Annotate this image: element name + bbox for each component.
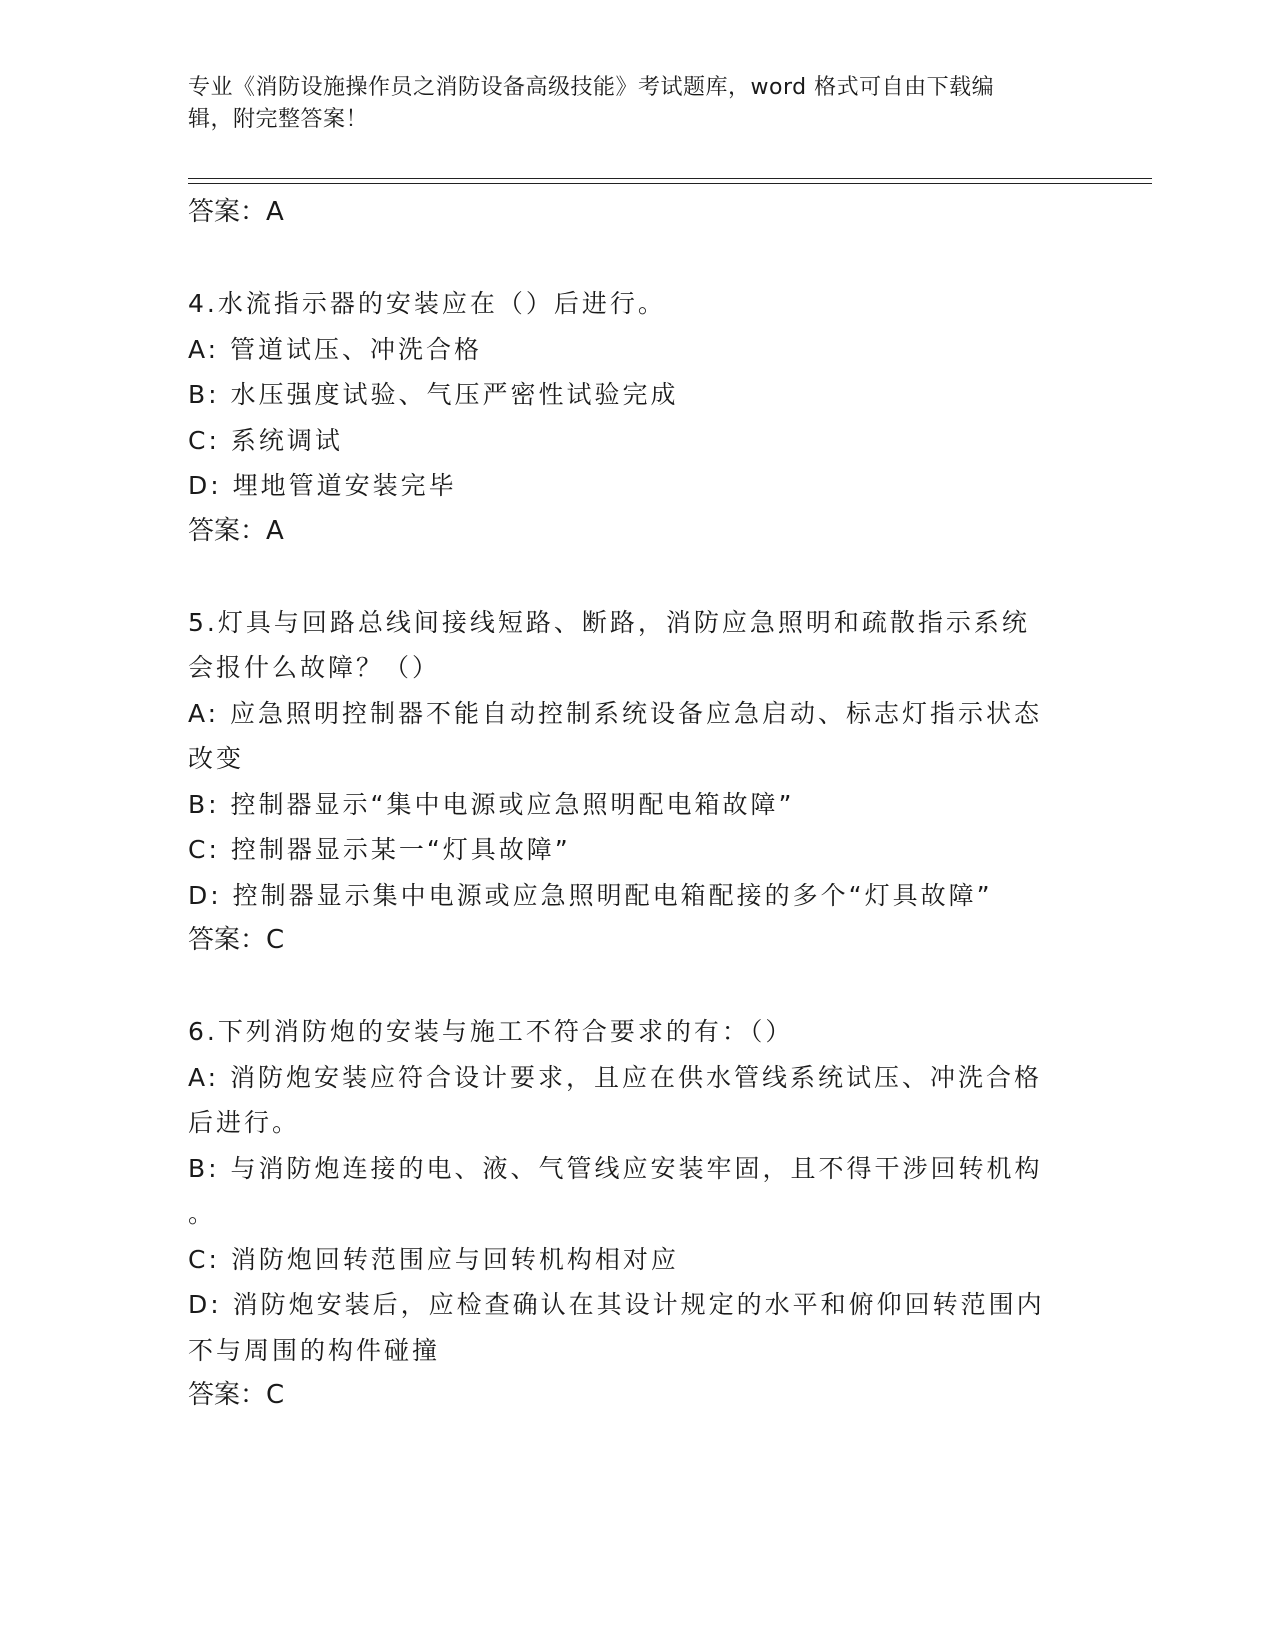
option-a: A: 消防炮安装应符合设计要求，且应在供水管线系统试压、冲洗合格 [188,1062,1043,1092]
answer-line: 答案：C [188,1380,285,1410]
question-block [188,281,1068,554]
option-d-continued: 不与周围的构件碰撞 [188,1335,441,1365]
spacer [188,964,1068,1010]
document-body [188,190,1068,1419]
option-b: B: 控制器显示“集中电源或应急照明配电箱故障” [188,789,795,819]
option-c: C: 控制器显示某一“灯具故障” [188,835,571,864]
option-d: D: 埋地管道安装完毕 [188,471,457,500]
header-divider [188,183,1152,184]
question-block [188,600,1068,964]
header-divider [188,178,1152,179]
option-b: B: 水压强度试验、气压严密性试验完成 [188,380,679,409]
option-a: A: 管道试压、冲洗合格 [188,334,483,364]
answer-line: 答案：A [188,515,284,546]
question-stem: 6.下列消防炮的安装与施工不符合要求的有：（） [188,1017,794,1046]
option-d: D: 控制器显示集中电源或应急照明配电箱配接的多个“灯具故障” [188,880,993,910]
option-a: A: 应急照明控制器不能自动控制系统设备应急启动、标志灯指示状态 [188,698,1043,728]
option-a-continued: 改变 [188,744,245,773]
option-b: B: 与消防炮连接的电、液、气管线应安装牢固，且不得干涉回转机构 [188,1153,1043,1183]
answer-line: 答案：A [188,197,284,227]
page-header [188,72,1068,136]
question-stem: 5.灯具与回路总线间接线短路、断路，消防应急照明和疏散指示系统 [188,607,1030,637]
question-block [188,1009,1068,1419]
answer-line: 答案：C [188,925,285,955]
option-a-continued: 后进行。 [188,1108,301,1137]
option-c: C: 系统调试 [188,425,343,455]
question-stem: 4.水流指示器的安装应在（）后进行。 [188,289,666,318]
header-line: 辑，附完整答案！ [188,107,369,132]
header-line: 专业《消防设施操作员之消防设备高级技能》考试题库，word 格式可自由下载编 [188,75,995,100]
spacer [188,236,1068,282]
question-stem-continued: 会报什么故障？（） [188,653,441,682]
spacer [188,554,1068,600]
option-c: C: 消防炮回转范围应与回转机构相对应 [188,1244,679,1274]
option-d: D: 消防炮安装后，应检查确认在其设计规定的水平和俯仰回转范围内 [188,1290,1045,1319]
option-b-continued: 。 [188,1199,217,1228]
